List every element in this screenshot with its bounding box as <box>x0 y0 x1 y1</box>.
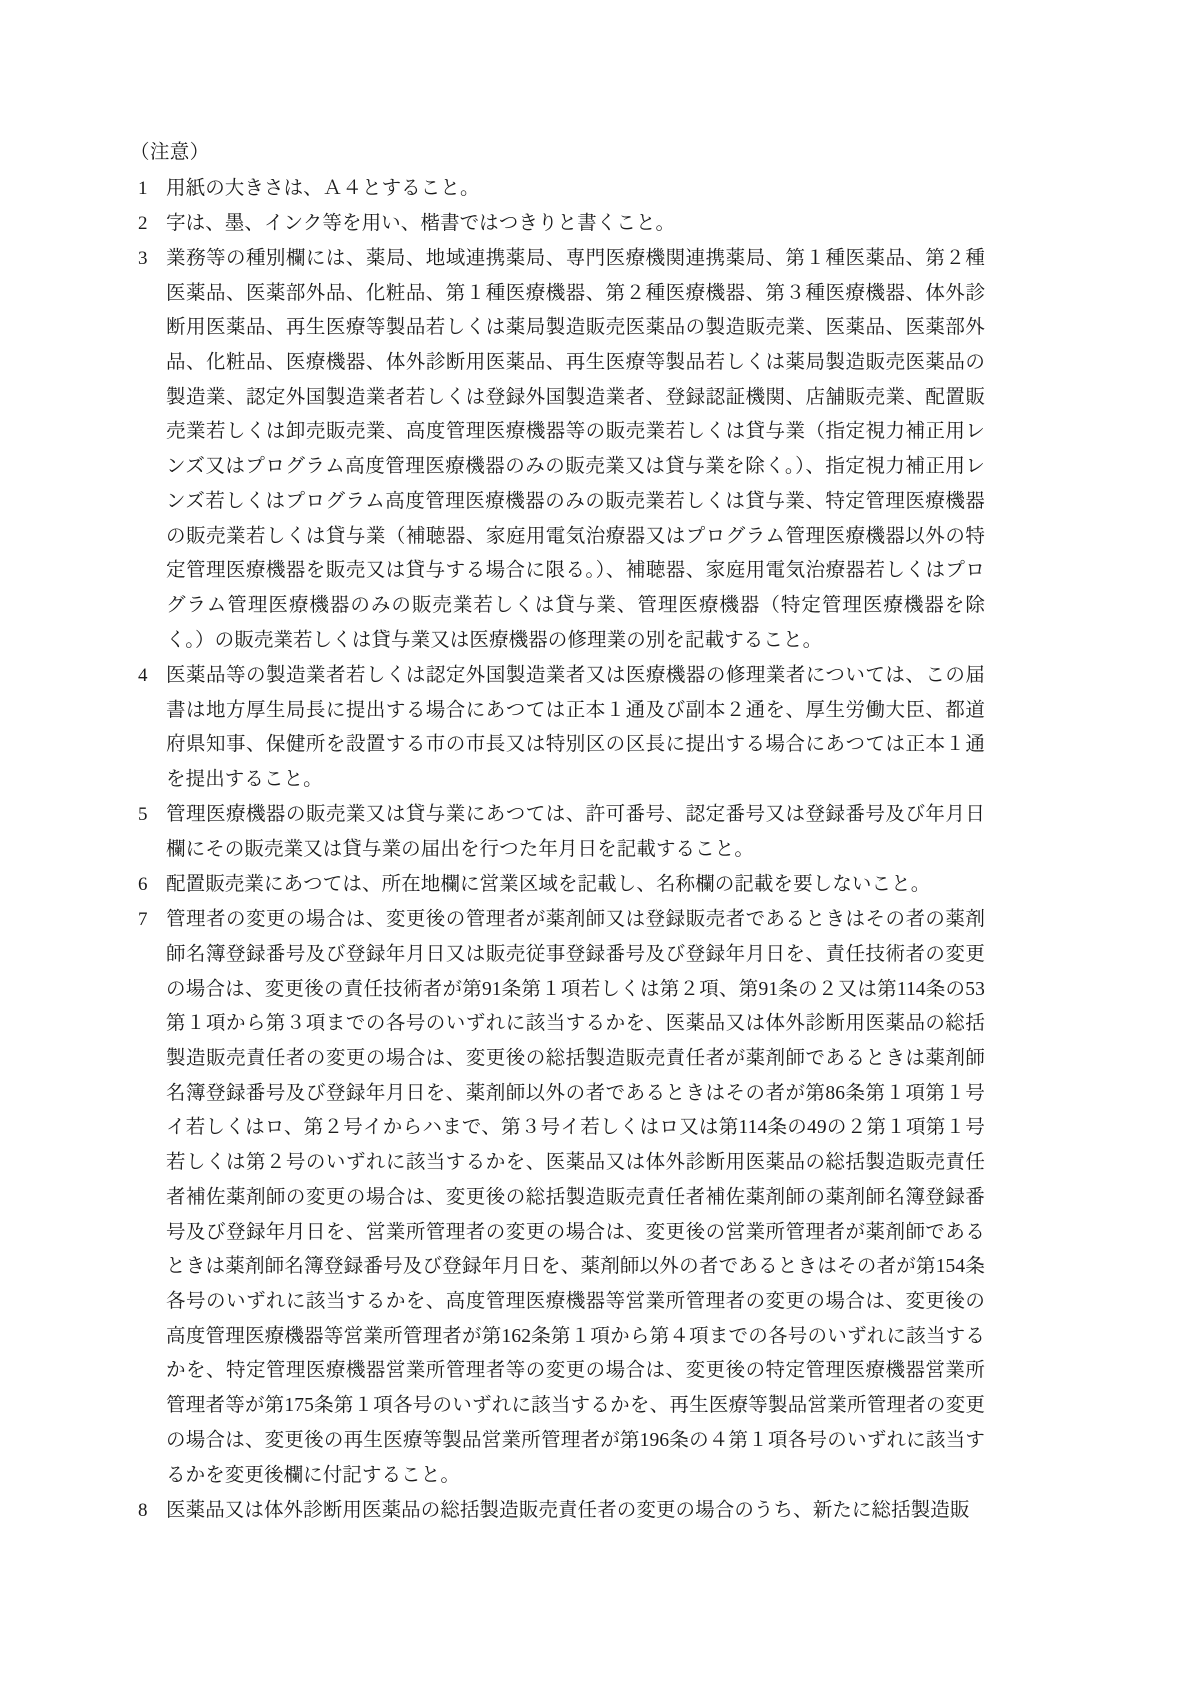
note-item <box>130 242 985 658</box>
note-number: 6 <box>138 874 148 896</box>
note-text: 用紙の大きさは、Ａ４とすること。 <box>166 177 480 199</box>
note-number: 5 <box>138 804 148 826</box>
note-item <box>130 903 985 1493</box>
note-text: 配置販売業にあつては、所在地欄に営業区域を記載し、名称欄の記載を要しないこと。 <box>166 874 931 896</box>
note-item <box>130 798 985 867</box>
note-number: 4 <box>138 664 148 686</box>
notes-section <box>130 143 985 1529</box>
note-number: 1 <box>138 177 148 199</box>
note-text: 業務等の種別欄には、薬局、地域連携薬局、専門医療機関連携薬局、第１種医薬品、第２種医薬品、医薬部外品、化粧品、第１種医療機器、第２種医療機器、第３種医療機器、体外診断用医薬品、再生医療等製品若しくは薬局製造販売医薬品の製造販売業、医薬品、医薬部外品、化粧品、医療機器、体外診断用医薬品、再生医療等製品若しくは薬局製造販売医薬品の製造業、認定外国製造業者若しくは登録外国製造業者、登録認証機関、店舗販売業、配置販売業若しくは卸売販売業、高度管理医療機器等の販売業若しくは貸与業（指定視力補正用レンズ又はプログラム高度管理医療機器のみの販売業又は貸与業を除く。）、指定視力補正用レンズ若しくはプログラム高度管理医療機器のみの販売業若しくは貸与業、特定管理医療機器の販売業若しくは貸与業（補聴器、家庭用電気治療器又はプログラム管理医療機器以外の特定管理医療機器を販売又は貸与する場合に限る。）、補聴器、家庭用電気治療器若しくはプログラム管理医療機器のみの販売業若しくは貸与業、管理医療機器（特定管理医療機器を除く。）の販売業若しくは貸与業又は医療機器の修理業の別を記載すること。 <box>166 247 985 651</box>
note-text: 管理医療機器の販売業又は貸与業にあつては、許可番号、認定番号又は登録番号及び年月日欄にその販売業又は貸与業の届出を行つた年月日を記載すること。 <box>166 804 985 860</box>
note-text: 医薬品等の製造業者若しくは認定外国製造業者又は医療機器の修理業者については、この届書は地方厚生局長に提出する場合にあつては正本１通及び副本２通を、厚生労働大臣、都道府県知事、保健所を設置する市の市長又は特別区の区長に提出する場合にあつては正本１通を提出すること。 <box>166 664 985 790</box>
note-number: 8 <box>138 1499 148 1521</box>
note-number: 7 <box>138 909 148 931</box>
note-item <box>130 172 985 207</box>
note-item <box>130 1494 985 1529</box>
notes-heading: （注意） <box>130 142 210 163</box>
note-text: 医薬品又は体外診断用医薬品の総括製造販売責任者の変更の場合のうち、新たに総括製造販 <box>166 1499 970 1521</box>
note-item <box>130 868 985 903</box>
note-item <box>130 207 985 242</box>
note-item <box>130 659 985 798</box>
notes-list <box>130 172 985 1529</box>
note-text: 字は、墨、インク等を用い、楷書ではつきりと書くこと。 <box>166 212 676 234</box>
note-text: 管理者の変更の場合は、変更後の管理者が薬剤師又は登録販売者であるときはその者の薬剤師名簿登録番号及び登録年月日又は販売従事登録番号及び登録年月日を、責任技術者の変更の場合は、変更後の責任技術者が第91条第１項若しくは第２項、第91条の２又は第114条の53第１項から第３項までの各号のいずれに該当するかを、医薬品又は体外診断用医薬品の総括製造販売責任者の変更の場合は、変更後の総括製造販売責任者が薬剤師であるときは薬剤師名簿登録番号及び登録年月日を、薬剤師以外の者であるときはその者が第86条第１項第１号イ若しくはロ、第２号イからハまで、第３号イ若しくはロ又は第114条の49の２第１項第１号若しくは第２号のいずれに該当するかを、医薬品又は体外診断用医薬品の総括製造販売責任者補佐薬剤師の変更の場合は、変更後の総括製造販売責任者補佐薬剤師の薬剤師名簿登録番号及び登録年月日を、営業所管理者の変更の場合は、変更後の営業所管理者が薬剤師であるときは薬剤師名簿登録番号及び登録年月日を、薬剤師以外の者であるときはその者が第154条各号のいずれに該当するかを、高度管理医療機器等営業所管理者の変更の場合は、変更後の高度管理医療機器等営業所管理者が第162条第１項から第４項までの各号のいずれに該当するかを、特定管理医療機器営業所管理者等の変更の場合は、変更後の特定管理医療機器営業所管理者等が第175条第１項各号のいずれに該当するかを、再生医療等製品営業所管理者の変更の場合は、変更後の再生医療等製品営業所管理者が第196条の４第１項各号のいずれに該当するかを変更後欄に付記すること。 <box>166 909 985 1486</box>
note-number: 2 <box>138 212 148 234</box>
note-number: 3 <box>138 247 148 269</box>
